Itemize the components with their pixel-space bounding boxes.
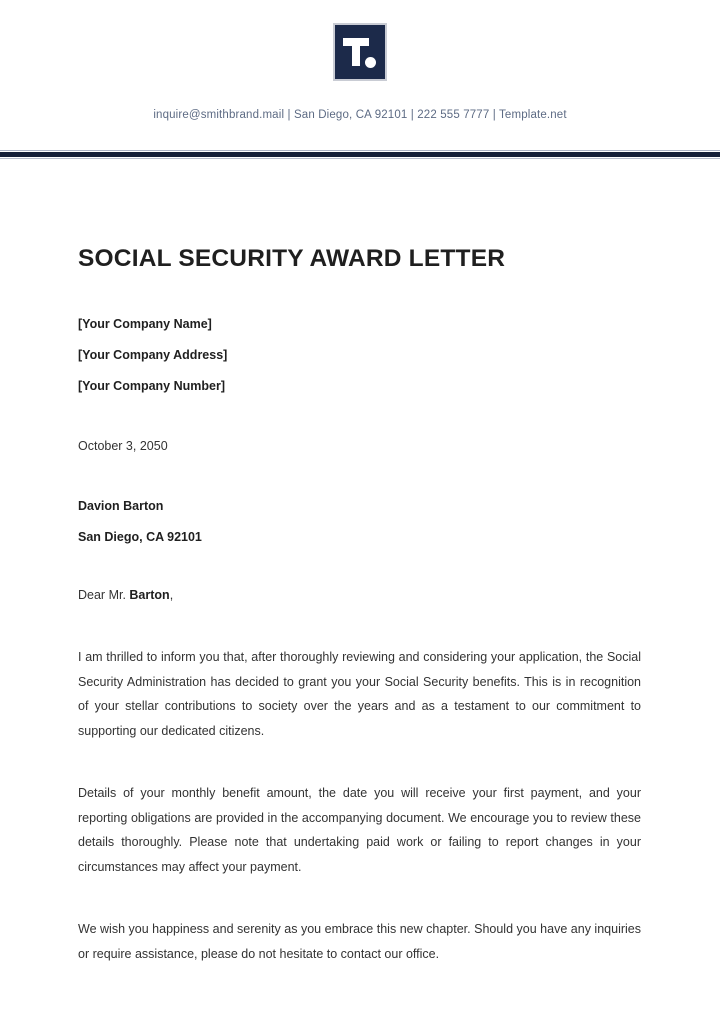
salutation (78, 587, 641, 603)
divider-main-bar (0, 152, 720, 157)
placeholder-company-address: [Your Company Address] (78, 348, 228, 362)
letterhead-contact-line: inquire@smithbrand.mail | San Diego, CA 92101 | 222 555 7777 | Template.net (153, 109, 567, 121)
letterhead (0, 0, 720, 125)
recipient-block (78, 498, 641, 545)
salutation-suffix: , (169, 588, 174, 602)
divider-bottom-hairline (0, 158, 720, 159)
template-net-logo-icon (333, 23, 387, 81)
recipient-name: Davion Barton (78, 499, 164, 513)
logo-letter-t-stem (352, 38, 360, 66)
sender-placeholder-block (78, 316, 641, 394)
header-divider (0, 150, 720, 159)
salutation-prefix: Dear Mr. (78, 588, 130, 602)
body-paragraph-2: Details of your monthly benefit amount, the date you will receive your first payment, and your reporting obligations are provided in the accompanying document. We encourage you to review these details thoroughly. Please note that undertaking paid work or failing to report changes in your circumstances may affect your payment. (78, 786, 641, 874)
logo-dot-icon (365, 57, 376, 68)
recipient-address: San Diego, CA 92101 (78, 530, 202, 544)
placeholder-company-number: [Your Company Number] (78, 379, 225, 393)
body-paragraph-3: We wish you happiness and serenity as you embrace this new chapter. Should you have any inquiries or require assistance, please do not hesitate to contact our office. (78, 922, 641, 961)
salutation-name: Barton (129, 588, 170, 602)
body-paragraph-1: I am thrilled to inform you that, after thoroughly reviewing and considering your application, the Social Security Administration has decided to grant you your Social Security benefits. This is in recognition of your stellar contributions to society over the years and as a testament to our commitment to supporting our dedicated citizens. (78, 650, 641, 738)
letter-date: October 3, 2050 (78, 439, 168, 453)
divider-top-hairline (0, 150, 720, 151)
logo-container (0, 23, 720, 81)
page-title: SOCIAL SECURITY AWARD LETTER (78, 245, 506, 272)
letter-content (78, 186, 641, 979)
logo-glyph (343, 36, 377, 68)
placeholder-company-name: [Your Company Name] (78, 317, 212, 331)
